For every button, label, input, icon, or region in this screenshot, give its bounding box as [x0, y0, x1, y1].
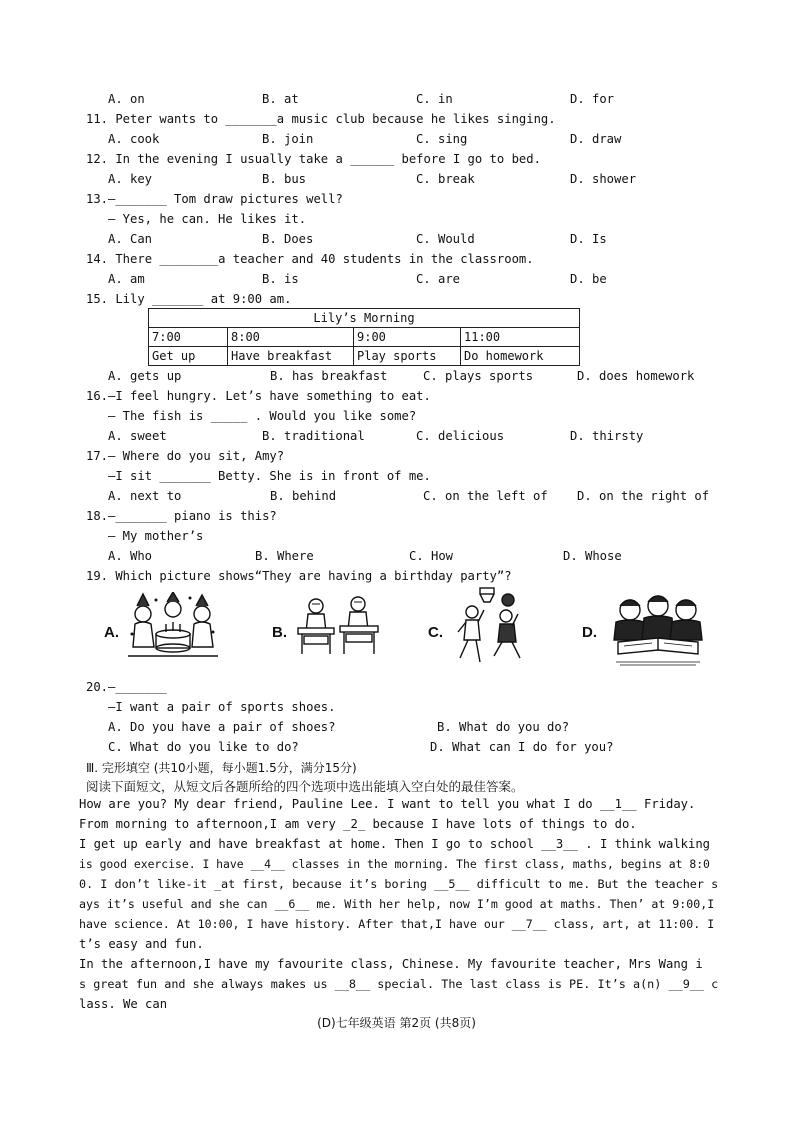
q18-option-b[interactable]: B. Where — [255, 549, 314, 563]
q16-option-c[interactable]: C. delicious — [416, 429, 505, 443]
q18-option-d[interactable]: D. Whose — [563, 549, 622, 563]
q11-option-a[interactable]: A. cook — [108, 132, 160, 146]
schedule-activity: Play sports — [354, 347, 461, 366]
q16-option-a[interactable]: A. sweet — [108, 429, 167, 443]
q12-option-b[interactable]: B. bus — [262, 172, 307, 186]
q20-option-b[interactable]: B. What do you do? — [437, 720, 570, 734]
passage-line: From morning to afternoon,I am very _2_ because I have lots of things to do. — [79, 817, 637, 831]
schedule-table — [148, 308, 580, 366]
passage-line: ays it’s useful and she can __6__ me. With her help, now I’m good at maths. Then’ at 9:00,I — [79, 897, 715, 911]
passage-line: I get up early and have breakfast at home. Then I go to school __3__ . I think walking — [79, 837, 711, 851]
q20-stem: 20.—_______ — [86, 680, 167, 694]
q12-stem: 12. In the evening I usually take a ______ before I go to bed. — [86, 152, 541, 166]
passage-line: 0. I don’t like-it _at first, because it’s boring __5__ difficult to me. But the teacher s — [79, 877, 719, 891]
passage-line: t’s easy and fun. — [79, 937, 204, 951]
passage-line: have science. At 10:00, I have history. After that,I have our __7__ class, art, at 11:00. I — [79, 917, 715, 931]
q15-option-c[interactable]: C. plays sports — [423, 369, 534, 383]
q13-stem: 13.—_______ Tom draw pictures well? — [86, 192, 343, 206]
q10-option-c[interactable]: C. in — [416, 92, 453, 106]
q17-option-b[interactable]: B. behind — [270, 489, 337, 503]
schedule-time: 11:00 — [461, 328, 580, 347]
section-heading: Ⅲ. 完形填空 (共10小题，每小题1.5分，满分15分) — [86, 761, 357, 775]
q19-label-c[interactable]: C. — [428, 624, 443, 641]
schedule-activity: Do homework — [461, 347, 580, 366]
q16-option-b[interactable]: B. traditional — [262, 429, 365, 443]
q10-option-a[interactable]: A. on — [108, 92, 145, 106]
schedule-activity: Get up — [149, 347, 228, 366]
q17-reply: —I sit _______ Betty. She is in front of me. — [108, 469, 431, 483]
q19-stem: 19. Which picture shows“They are having a birthday party”? — [86, 569, 512, 583]
q14-option-b[interactable]: B. is — [262, 272, 299, 286]
q20-reply: —I want a pair of sports shoes. — [108, 700, 336, 714]
q15-option-d[interactable]: D. does homework — [577, 369, 695, 383]
reading-book-picture[interactable] — [612, 592, 704, 668]
q10-option-b[interactable]: B. at — [262, 92, 299, 106]
q13-option-b[interactable]: B. Does — [262, 232, 314, 246]
q12-option-c[interactable]: C. break — [416, 172, 475, 186]
q12-option-d[interactable]: D. shower — [570, 172, 637, 186]
classroom-desks-picture[interactable] — [294, 592, 384, 662]
passage-line: is good exercise. I have __4__ classes in the morning. The first class, maths, begins at 8:0 — [79, 857, 710, 871]
q15-option-b[interactable]: B. has breakfast — [270, 369, 388, 383]
q18-stem: 18.—_______ piano is this? — [86, 509, 277, 523]
q12-option-a[interactable]: A. key — [108, 172, 153, 186]
q17-stem: 17.— Where do you sit, Amy? — [86, 449, 285, 463]
q16-option-d[interactable]: D. thirsty — [570, 429, 644, 443]
q14-stem: 14. There ________a teacher and 40 students in the classroom. — [86, 252, 534, 266]
schedule-time: 9:00 — [354, 328, 461, 347]
q19-label-b[interactable]: B. — [272, 624, 287, 641]
section-instruction: 阅读下面短文，从短文后各题所给的四个选项中选出能填入空白处的最佳答案。 — [86, 779, 524, 794]
q17-option-c[interactable]: C. on the left of — [423, 489, 548, 503]
q14-option-a[interactable]: A. am — [108, 272, 145, 286]
q20-option-a[interactable]: A. Do you have a pair of shoes? — [108, 720, 336, 734]
q16-reply: — The fish is _____ . Would you like some? — [108, 409, 417, 423]
q19-label-d[interactable]: D. — [582, 624, 597, 641]
birthday-party-picture[interactable] — [128, 592, 218, 662]
schedule-title: Lily’s Morning — [149, 309, 580, 328]
q13-option-c[interactable]: C. Would — [416, 232, 475, 246]
schedule-time: 7:00 — [149, 328, 228, 347]
q10-option-d[interactable]: D. for — [570, 92, 615, 106]
q16-stem: 16.—I feel hungry. Let’s have something to eat. — [86, 389, 431, 403]
basketball-picture[interactable] — [452, 586, 532, 672]
q17-option-d[interactable]: D. on the right of — [577, 489, 710, 503]
q17-option-a[interactable]: A. next to — [108, 489, 182, 503]
q20-option-c[interactable]: C. What do you like to do? — [108, 740, 299, 754]
schedule-activity: Have breakfast — [228, 347, 354, 366]
q13-reply: — Yes, he can. He likes it. — [108, 212, 307, 226]
schedule-time: 8:00 — [228, 328, 354, 347]
q20-option-d[interactable]: D. What can I do for you? — [430, 740, 614, 754]
q11-option-d[interactable]: D. draw — [570, 132, 622, 146]
page-footer: (D)七年级英语 第2页 (共8页) — [317, 1016, 476, 1030]
passage-line: In the afternoon,I have my favourite class, Chinese. My favourite teacher, Mrs Wang i — [79, 957, 703, 971]
passage-line: s great fun and she always makes us __8__ special. The last class is PE. It’s a(n) __9__ c — [79, 977, 719, 991]
q15-stem: 15. Lily _______ at 9:00 am. — [86, 292, 292, 306]
q15-option-a[interactable]: A. gets up — [108, 369, 182, 383]
q14-option-c[interactable]: C. are — [416, 272, 461, 286]
q18-reply: — My mother’s — [108, 529, 204, 543]
q13-option-a[interactable]: A. Can — [108, 232, 153, 246]
q11-option-b[interactable]: B. join — [262, 132, 314, 146]
passage-line: How are you? My dear friend, Pauline Lee. I want to tell you what I do __1__ Friday. — [79, 797, 696, 811]
q11-stem: 11. Peter wants to _______a music club because he likes singing. — [86, 112, 556, 126]
q14-option-d[interactable]: D. be — [570, 272, 607, 286]
q18-option-c[interactable]: C. How — [409, 549, 454, 563]
q11-option-c[interactable]: C. sing — [416, 132, 468, 146]
q13-option-d[interactable]: D. Is — [570, 232, 607, 246]
q19-label-a[interactable]: A. — [104, 624, 119, 641]
passage-line: lass. We can — [79, 997, 168, 1011]
q18-option-a[interactable]: A. Who — [108, 549, 153, 563]
